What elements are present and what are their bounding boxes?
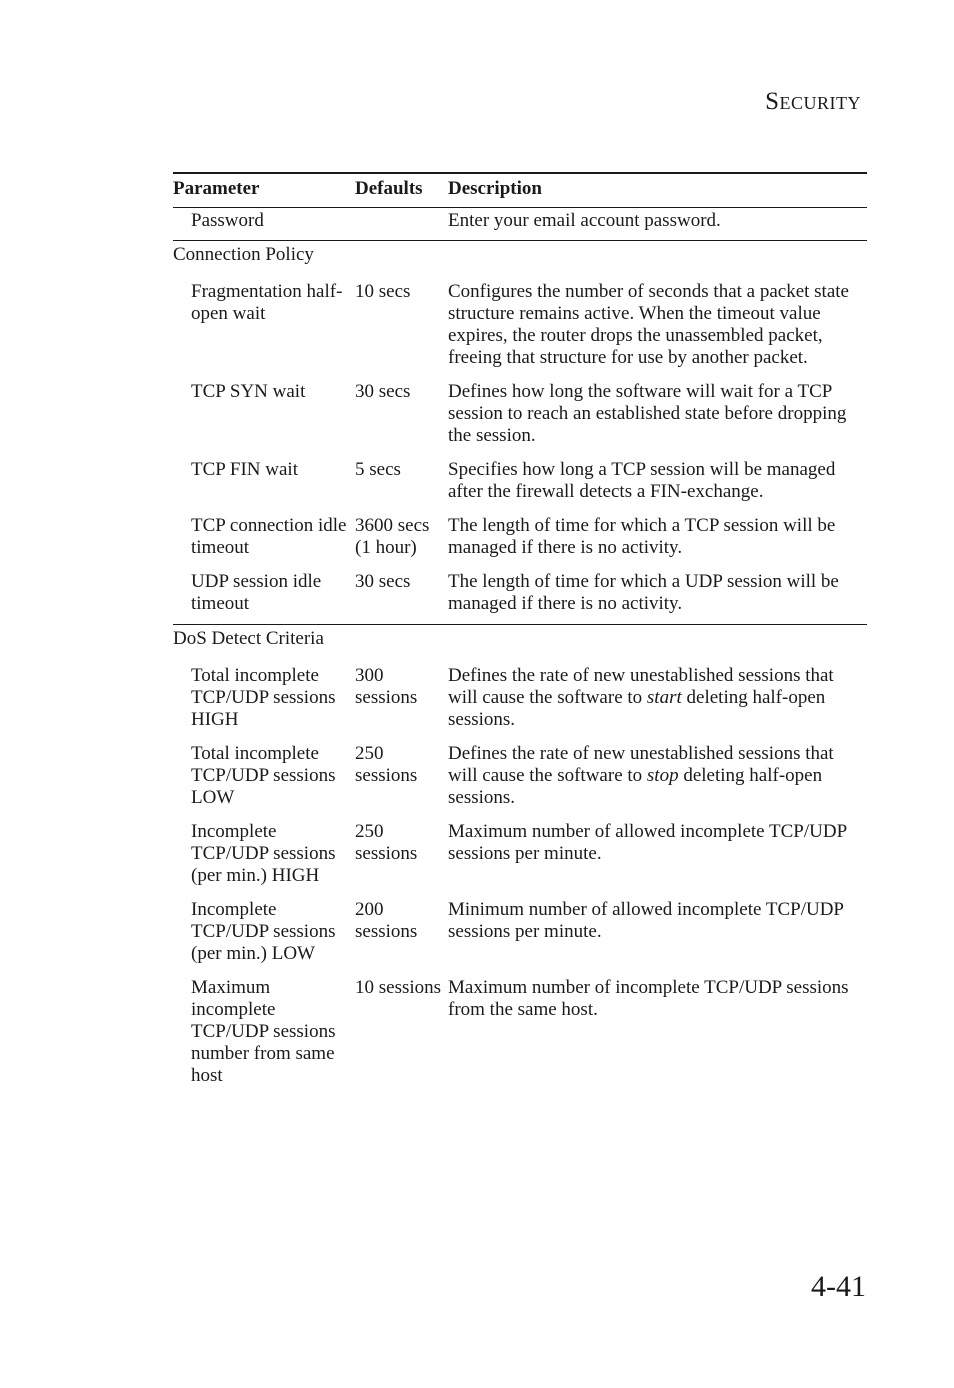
- running-header: [765, 88, 861, 116]
- default-cell: 250 sessions: [355, 743, 418, 786]
- param-cell: Password: [191, 210, 264, 231]
- col-header-defaults: Defaults: [355, 178, 423, 199]
- default-cell: 30 secs: [355, 571, 411, 592]
- col-header-parameter: Parameter: [173, 178, 260, 199]
- param-cell: TCP FIN wait: [191, 459, 298, 480]
- table-row: [173, 512, 867, 568]
- description-cell: Defines how long the software will wait for a TCP session to reach an established state before dropping the session.: [448, 381, 847, 446]
- description-emphasis: stop: [646, 765, 679, 786]
- description-cell: The length of time for which a UDP session will be managed if there is no activity.: [448, 571, 839, 614]
- section-label: DoS Detect Criteria: [173, 628, 324, 649]
- param-cell: TCP connection idle timeout: [191, 515, 347, 558]
- param-cell: Total incomplete TCP/UDP sessions LOW: [191, 743, 336, 808]
- param-cell: Incomplete TCP/UDP sessions (per min.) LOW: [191, 899, 336, 964]
- default-cell: 5 secs: [355, 459, 401, 480]
- description-cell: [448, 662, 867, 740]
- table-row: [173, 278, 867, 378]
- default-cell: 300 sessions: [355, 665, 418, 708]
- page-number: 4-41: [811, 1270, 866, 1303]
- default-cell: 200 sessions: [355, 899, 418, 942]
- description-text: Defines the rate of new unestablished sessions that will cause the software to: [448, 743, 834, 786]
- table-row: [173, 974, 867, 1096]
- param-cell: Total incomplete TCP/UDP sessions HIGH: [191, 665, 336, 730]
- param-cell: TCP SYN wait: [191, 381, 306, 402]
- description-cell: Minimum number of allowed incomplete TCP/UDP sessions per minute.: [448, 899, 844, 942]
- description-cell: Specifies how long a TCP session will be managed after the firewall detects a FIN-exchange.: [448, 459, 836, 502]
- table-header-row: [173, 173, 867, 208]
- default-cell: 30 secs: [355, 381, 411, 402]
- param-cell: Fragmentation half-open wait: [191, 281, 343, 324]
- header-initial: S: [765, 88, 780, 115]
- section-row-dos-detect-criteria: [173, 625, 867, 663]
- description-emphasis: start: [646, 687, 682, 708]
- col-header-description: Description: [448, 178, 542, 199]
- param-cell: Maximum incomplete TCP/UDP sessions number from same host: [191, 977, 336, 1086]
- description-cell: The length of time for which a TCP session will be managed if there is no activity.: [448, 515, 836, 558]
- header-smallcaps: ECURITY: [779, 93, 861, 113]
- table-row: [173, 896, 867, 974]
- default-cell: 10 secs: [355, 281, 411, 302]
- description-cell: Maximum number of allowed incomplete TCP/UDP sessions per minute.: [448, 821, 847, 864]
- default-cell: 250 sessions: [355, 821, 418, 864]
- table-row: [173, 568, 867, 625]
- param-cell: Incomplete TCP/UDP sessions (per min.) HIGH: [191, 821, 336, 886]
- table-row: [173, 208, 867, 241]
- default-cell: 10 sessions: [355, 977, 442, 998]
- section-label: Connection Policy: [173, 244, 314, 265]
- description-cell: Maximum number of incomplete TCP/UDP sessions from the same host.: [448, 977, 849, 1020]
- table-row: [173, 456, 867, 512]
- default-cell: 3600 secs (1 hour): [355, 515, 430, 558]
- description-text: deleting half-open sessions.: [448, 687, 826, 730]
- section-row-connection-policy: [173, 241, 867, 279]
- table-row: [173, 818, 867, 896]
- description-text: Defines the rate of new unestablished sessions that will cause the software to: [448, 665, 834, 708]
- description-cell: [448, 740, 867, 818]
- param-cell: UDP session idle timeout: [191, 571, 322, 614]
- table-row: [173, 378, 867, 456]
- table-row: [173, 662, 867, 740]
- description-text: deleting half-open sessions.: [448, 765, 823, 808]
- description-cell: Configures the number of seconds that a packet state structure remains active. When the timeout value expires, the router drops the unassembled packet, freeing that structure for use by another packet.: [448, 281, 849, 368]
- parameters-table: [173, 172, 867, 1096]
- description-cell: Enter your email account password.: [448, 210, 721, 231]
- default-cell: [355, 208, 448, 241]
- table-row: [173, 740, 867, 818]
